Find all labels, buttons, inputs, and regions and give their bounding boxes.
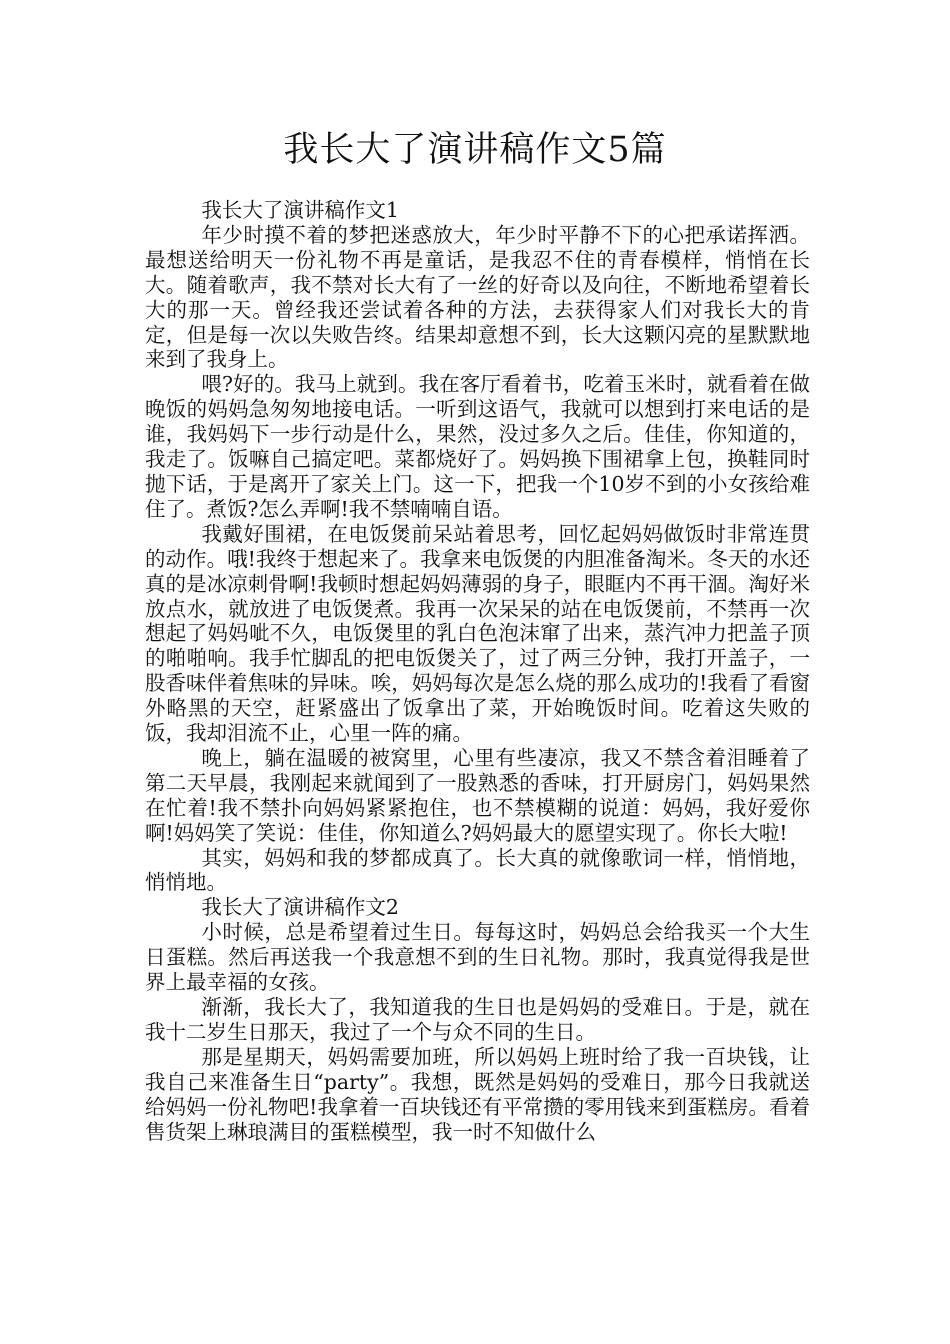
paragraph: 晚上，躺在温暖的被窝里，心里有些凄凉，我又不禁含着泪睡着了第二天早晨，我刚起来就闻到了一股熟悉的香味，打开厨房门，妈妈果然在忙着!我不禁扑向妈妈紧紧抱住，也不禁模糊的说道：妈妈，我好爱你啊!妈妈笑了笑说：佳佳，你知道么?妈妈最大的愿望实现了。你长大啦! <box>145 745 810 845</box>
document-body <box>145 198 810 1144</box>
document-title: 我长大了演讲稿作文5篇 <box>283 130 667 170</box>
paragraph: 其实，妈妈和我的梦都成真了。长大真的就像歌词一样，悄悄地，悄悄地。 <box>145 845 810 895</box>
paragraph: 我戴好围裙，在电饭煲前呆站着思考，回忆起妈妈做饭时非常连贯的动作。哦!我终于想起来了。我拿来电饭煲的内胆准备淘米。冬天的水还真的是冰凉刺骨啊!我顿时想起妈妈薄弱的身子，眼眶内不再干涸。淘好米放点水，就放进了电饭煲煮。我再一次呆呆的站在电饭煲前，不禁再一次想起了妈妈呲不久，电饭煲里的乳白色泡沫窜了出来，蒸汽冲力把盖子顶的啪啪响。我手忙脚乱的把电饭煲关了，过了两三分钟，我打开盖子，一股香味伴着焦味的异味。唉，妈妈每次是怎么烧的那么成功的!我看了看窗外略黑的天空，赶紧盛出了饭拿出了菜，开始晚饭时间。吃着这失败的饭，我却泪流不止，心里一阵的痛。 <box>145 521 810 746</box>
paragraph: 小时候，总是希望着过生日。每每这时，妈妈总会给我买一个大生日蛋糕。然后再送我一个我意想不到的生日礼物。那时，我真觉得我是世界上最幸福的女孩。 <box>145 920 810 995</box>
paragraph: 喂?好的。我马上就到。我在客厅看着书，吃着玉米时，就看着在做晚饭的妈妈急匆匆地接电话。一听到这语气，我就可以想到打来电话的是谁，我妈妈下一步行动是什么，果然，没过多久之后。佳佳，你知道的，我走了。饭嘛自己搞定吧。菜都烧好了。妈妈换下围裙拿上包，换鞋同时抛下话，于是离开了家关上门。这一下，把我一个10岁不到的小女孩给难住了。煮饭?怎么弄啊!我不禁喃喃自语。 <box>145 372 810 521</box>
section-heading-1: 我长大了演讲稿作文1 <box>201 198 399 222</box>
paragraph: 渐渐，我长大了，我知道我的生日也是妈妈的受难日。于是，就在我十二岁生日那天，我过了一个与众不同的生日。 <box>145 995 810 1044</box>
paragraph: 年少时摸不着的梦把迷惑放大，年少时平静不下的心把承诺挥洒。最想送给明天一份礼物不再是童话，是我忍不住的青春模样，悄悄在长大。随着歌声，我不禁对长大有了一丝的好奇以及向往，不断地希望着长大的那一天。曾经我还尝试着各种的方法，去获得家人们对我长大的肯定，但是每一次以失败告终。结果却意想不到，长大这颗闪亮的星默默地来到了我身上。 <box>145 222 810 372</box>
paragraph: 那是星期天，妈妈需要加班，所以妈妈上班时给了我一百块钱，让我自己来准备生日“party”。我想，既然是妈妈的受难日，那今日我就送给妈妈一份礼物吧!我拿着一百块钱还有平常攒的零用钱来到蛋糕房。看着售货架上琳琅满目的蛋糕模型，我一时不知做什么 <box>145 1044 810 1144</box>
section-heading-2: 我长大了演讲稿作文2 <box>201 895 399 920</box>
